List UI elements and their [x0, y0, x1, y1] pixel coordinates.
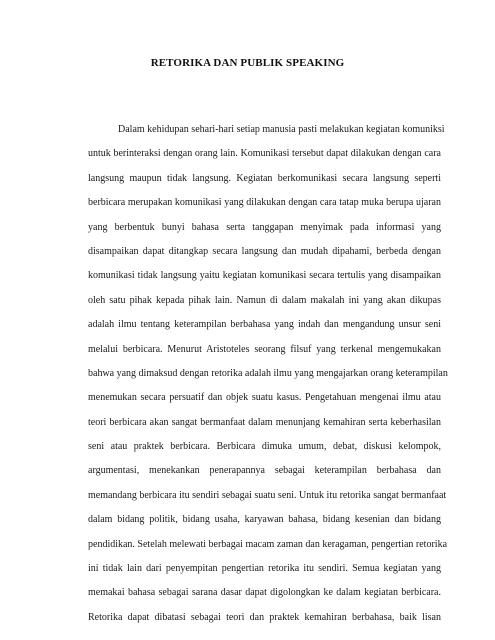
paragraph-line: ini tidak lain dari penyempitan pengertian retorika itu sendiri. Semua kegiatan yang [88, 563, 441, 575]
paragraph-line: argumentasi, menekankan penerapannya sebagai keterampilan berbahasa dan [88, 465, 441, 477]
paragraph-line: Retorika dapat dibatasi sebagai teori dan praktek kemahiran berbahasa, baik lisan [88, 611, 441, 623]
paragraph-line: memakai bahasa sebagai sarana dasar dapat digolongkan ke dalam kegiatan berbicara. [88, 587, 441, 599]
paragraph-line: seni atau praktek berbicara. Berbicara dimuka umum, debat, diskusi kelompok, [88, 441, 441, 453]
paragraph-line: adalah ilmu tentang keterampilan berbahasa yang indah dan mengandung unsur seni [88, 319, 441, 331]
paragraph-line: menemukan secara persuatif dan objek suatu kasus. Pengetahuan mengenai ilmu atau [88, 392, 441, 404]
paragraph-line: bahwa yang dimaksud dengan retorika adalah ilmu yang mengajarkan orang keterampilan [88, 367, 448, 379]
paragraph-line: melalui berbicara. Menurut Aristoteles seorang filsuf yang terkenal mengemukakan [88, 343, 441, 355]
paragraph-line: oleh satu pihak kepada pihak lain. Namun di dalam makalah ini yang akan dikupas [88, 294, 441, 306]
paragraph-line: untuk berinteraksi dengan orang lain. Komunikasi tersebut dapat dilakukan dengan cara [88, 148, 441, 160]
paragraph-line: komunikasi tidak langsung yaitu kegiatan komunikasi secara tertulis yang disampaikan [88, 270, 441, 282]
paragraph-line: pendidikan. Setelah melewati berbagai macam zaman dan keragaman, pengertian retorika [88, 538, 448, 550]
paragraph-line: Dalam kehidupan sehari-hari setiap manusia pasti melakukan kegiatan komuniksi [118, 124, 445, 135]
paragraph-line: memandang berbicara itu sendiri sebagai suatu seni. Untuk itu retorika sangat bermanfaat [88, 489, 447, 501]
paragraph-line: teori berbicara akan sangat bermanfaat dalam menunjang kemahiran serta keberhasilan [88, 416, 441, 428]
paragraph-line: dalam bidang politik, bidang usaha, karyawan bahasa, bidang kesenian dan bidang [88, 514, 441, 526]
paragraph-line: yang berbentuk bunyi bahasa serta tanggapan menyimak pada informasi yang [88, 221, 441, 233]
paragraph-line: disampaikan dapat ditangkap secara langsung dan mudah dipahami, berbeda dengan [88, 245, 441, 257]
paragraph-line: berbicara merupakan komunikasi yang dilakukan dengan cara tatap muka berupa ujaran [88, 197, 441, 209]
body-paragraph [88, 118, 448, 630]
document-title: RETORIKA DAN PUBLIK SPEAKING [150, 57, 345, 69]
paragraph-line: langsung maupun tidak langsung. Kegiatan berkomunikasi secara langsung seperti [88, 172, 441, 184]
